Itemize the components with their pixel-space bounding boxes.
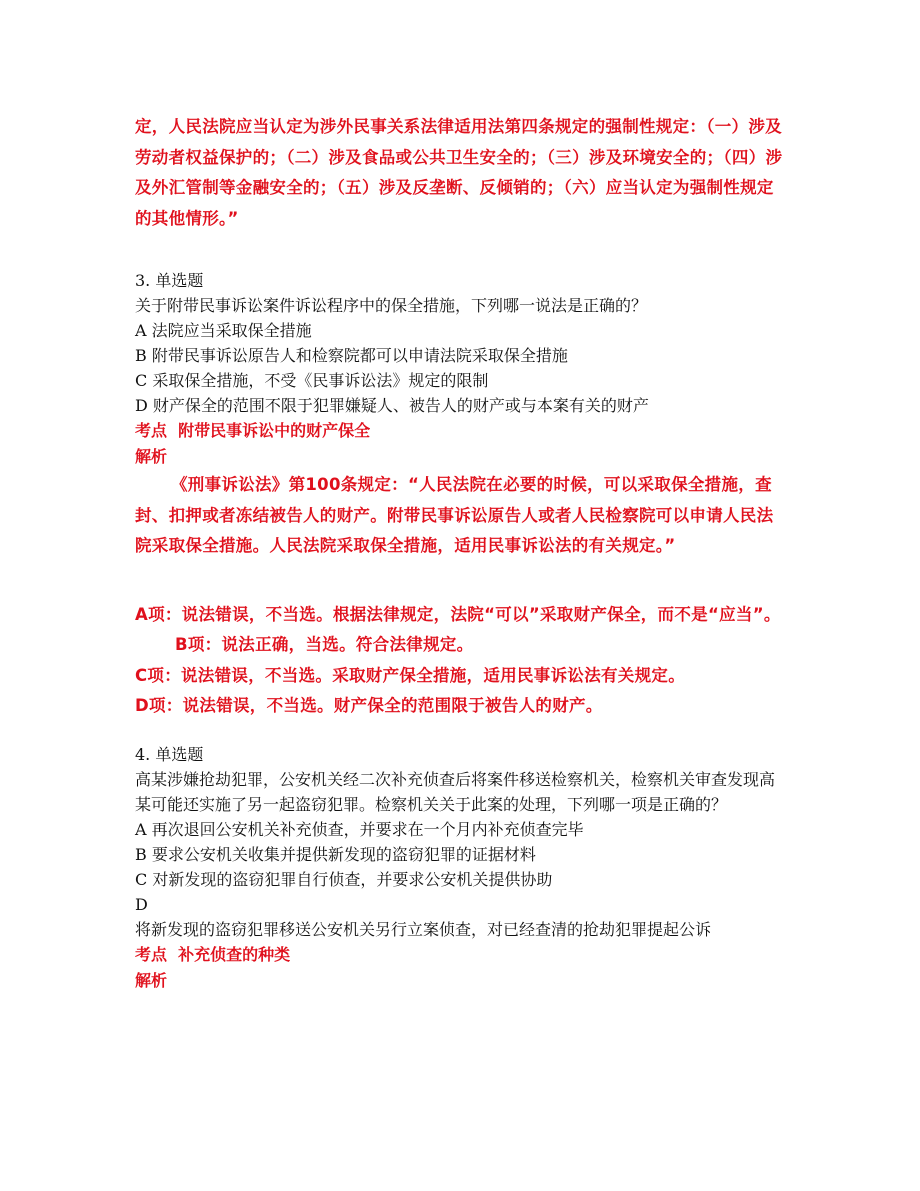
- question-4-option-a: A 再次退回公安机关补充侦查，并要求在一个月内补充侦查完毕: [135, 819, 584, 839]
- intro-paragraph: 定，人民法院应当认定为涉外民事关系法律适用法第四条规定的强制性规定：（一）涉及劳动者权益保护的；（二）涉及食品或公共卫生安全的；（三）涉及环境安全的；（四）涉及外汇管制等金融安全的；（五）涉及反垄断、反倾销的；（六）应当认定为强制性规定的其他情形。”: [135, 117, 783, 228]
- question-3-stem: 关于附带民事诉讼案件诉讼程序中的保全措施，下列哪一说法是正确的？: [135, 296, 648, 315]
- question-3-jiexi-label: 解析: [135, 447, 168, 466]
- question-4-stem: 高某涉嫌抢劫犯罪，公安机关经二次补充侦查后将案件移送检察机关，检察机关审查发现高某可能还实施了另一起盗窃犯罪。检察机关关于此案的处理，下列哪一项是正确的？: [135, 769, 776, 814]
- kaodian-value: 补充侦查的种类: [178, 944, 291, 964]
- document-page: [135, 112, 787, 994]
- analysis-a: A项：说法错误，不当选。根据法律规定，法院“可以”采取财产保全，而不是“应当”。: [135, 604, 781, 624]
- question-3-option-c: C 采取保全措施，不受《民事诉讼法》规定的限制: [135, 371, 489, 390]
- question-3-header: 3. 单选题: [135, 271, 204, 290]
- question-4-header: 4. 单选题: [135, 744, 204, 764]
- kaodian-value: 附带民事诉讼中的财产保全: [178, 421, 371, 440]
- kaodian-label: 考点: [135, 944, 168, 964]
- kaodian-label: 考点: [135, 421, 168, 440]
- question-3-analysis-d: D项：说法错误，不当选。财产保全的范围限于被告人的财产。: [135, 696, 603, 715]
- analysis-b: B项：说法正确，当选。符合法律规定。: [175, 635, 474, 654]
- question-3: [135, 268, 787, 722]
- question-4-kaodian: [135, 942, 787, 968]
- question-4-jiexi-label: 解析: [135, 970, 168, 990]
- question-4: [135, 742, 787, 994]
- question-3-kaodian: [135, 418, 787, 444]
- question-4-option-d-label: D: [135, 894, 148, 914]
- question-3-jiexi-text: 《刑事诉讼法》第100条规定：“人民法院在必要的时候，可以采取保全措施，查封、扣押或者冻结被告人的财产。附带民事诉讼原告人或者人民检察院可以申请人民法院采取保全措施。人民法院采取保全措施，适用民事诉讼法的有关规定。”: [135, 475, 774, 555]
- question-3-analysis-c: C项：说法错误，不当选。采取财产保全措施，适用民事诉讼法有关规定。: [135, 665, 686, 685]
- question-4-option-b: B 要求公安机关收集并提供新发现的盗窃犯罪的证据材料: [135, 844, 536, 864]
- question-4-option-c: C 对新发现的盗窃犯罪自行侦查，并要求公安机关提供协助: [135, 869, 553, 889]
- question-3-option-b: B 附带民事诉讼原告人和检察院都可以申请法院采取保全措施: [135, 346, 568, 365]
- question-3-option-a: A 法院应当采取保全措施: [135, 321, 312, 340]
- question-3-option-d: D 财产保全的范围不限于犯罪嫌疑人、被告人的财产或与本案有关的财产: [135, 396, 649, 415]
- question-4-option-d-text: 将新发现的盗窃犯罪移送公安机关另行立案侦查，对已经查清的抢劫犯罪提起公诉: [135, 919, 712, 939]
- question-3-analysis-ab: [135, 600, 787, 661]
